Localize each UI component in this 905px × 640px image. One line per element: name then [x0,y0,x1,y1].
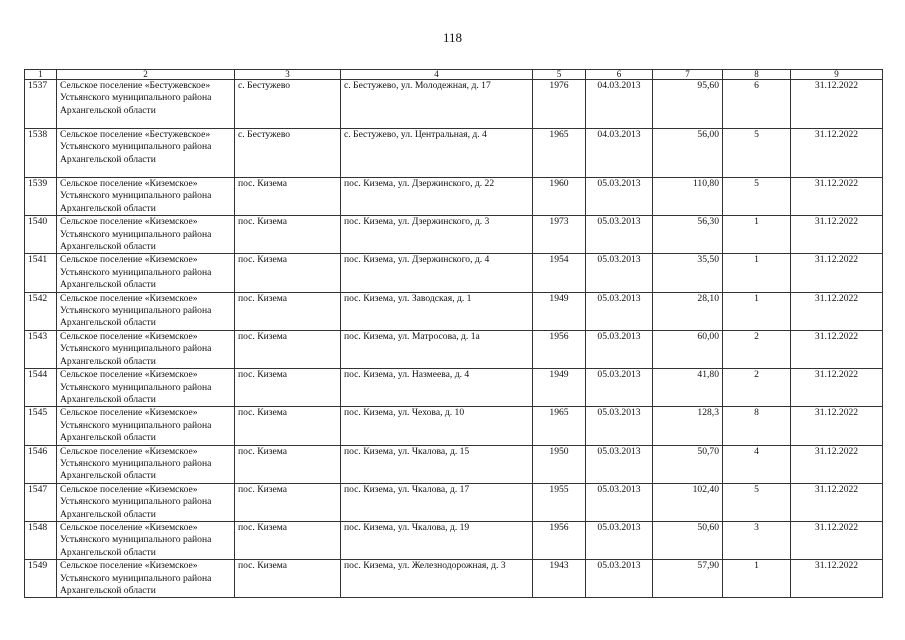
year-cell: 1954 [533,254,586,292]
area-cell: 60,00 [653,330,723,368]
date-cell: 05.03.2013 [586,407,653,445]
locality-cell: пос. Кизема [235,369,341,407]
table-row [25,369,883,407]
row-number: 1545 [25,407,57,445]
area-cell: 41,80 [653,369,723,407]
owner-cell: Сельское поселение «Киземское» Устьянского муниципального района Архангельской области [57,407,235,445]
end-date-cell: 31.12.2022 [791,369,883,407]
year-cell: 1949 [533,292,586,330]
end-date-cell: 31.12.2022 [791,483,883,521]
column-header: 5 [533,70,586,80]
row-number: 1542 [25,292,57,330]
address-cell: пос. Кизема, ул. Чехова, д. 10 [341,407,533,445]
owner-cell: Сельское поселение «Киземское» Устьянского муниципального района Архангельской области [57,560,235,598]
address-cell: пос. Кизема, ул. Дзержинского, д. 3 [341,216,533,254]
column-header: 9 [791,70,883,80]
table-row [25,254,883,292]
row-number: 1544 [25,369,57,407]
column-number-row [25,70,883,80]
column-header: 3 [235,70,341,80]
row-number: 1549 [25,560,57,598]
row-number: 1541 [25,254,57,292]
count-cell: 5 [723,129,791,178]
locality-cell: пос. Кизема [235,521,341,559]
row-number: 1540 [25,216,57,254]
area-cell: 35,50 [653,254,723,292]
owner-cell: Сельское поселение «Киземское» Устьянского муниципального района Архангельской области [57,483,235,521]
table-row [25,129,883,178]
end-date-cell: 31.12.2022 [791,445,883,483]
locality-cell: пос. Кизема [235,216,341,254]
date-cell: 05.03.2013 [586,483,653,521]
area-cell: 128,3 [653,407,723,445]
date-cell: 05.03.2013 [586,216,653,254]
count-cell: 2 [723,369,791,407]
address-cell: пос. Кизема, ул. Чкалова, д. 15 [341,445,533,483]
locality-cell: пос. Кизема [235,292,341,330]
address-cell: пос. Кизема, ул. Железнодорожная, д. 3 [341,560,533,598]
count-cell: 5 [723,178,791,216]
count-cell: 1 [723,292,791,330]
row-number: 1548 [25,521,57,559]
owner-cell: Сельское поселение «Киземское» Устьянского муниципального района Архангельской области [57,292,235,330]
owner-cell: Сельское поселение «Киземское» Устьянского муниципального района Архангельской области [57,369,235,407]
area-cell: 50,60 [653,521,723,559]
end-date-cell: 31.12.2022 [791,254,883,292]
address-cell: с. Бестужево, ул. Центральная, д. 4 [341,129,533,178]
year-cell: 1955 [533,483,586,521]
date-cell: 05.03.2013 [586,445,653,483]
row-number: 1546 [25,445,57,483]
address-cell: пос. Кизема, ул. Дзержинского, д. 4 [341,254,533,292]
end-date-cell: 31.12.2022 [791,330,883,368]
count-cell: 2 [723,330,791,368]
row-number: 1537 [25,80,57,129]
year-cell: 1943 [533,560,586,598]
housing-registry-table [24,69,883,598]
year-cell: 1950 [533,445,586,483]
count-cell: 8 [723,407,791,445]
owner-cell: Сельское поселение «Киземское» Устьянского муниципального района Архангельской области [57,254,235,292]
address-cell: пос. Кизема, ул. Чкалова, д. 19 [341,521,533,559]
end-date-cell: 31.12.2022 [791,216,883,254]
address-cell: пос. Кизема, ул. Матросова, д. 1а [341,330,533,368]
date-cell: 05.03.2013 [586,330,653,368]
year-cell: 1949 [533,369,586,407]
row-number: 1543 [25,330,57,368]
count-cell: 6 [723,80,791,129]
owner-cell: Сельское поселение «Бестужевское» Устьянского муниципального района Архангельской области [57,80,235,129]
column-header: 8 [723,70,791,80]
locality-cell: с. Бестужево [235,129,341,178]
year-cell: 1976 [533,80,586,129]
area-cell: 28,10 [653,292,723,330]
end-date-cell: 31.12.2022 [791,560,883,598]
year-cell: 1956 [533,521,586,559]
end-date-cell: 31.12.2022 [791,80,883,129]
count-cell: 1 [723,560,791,598]
column-header: 1 [25,70,57,80]
table-row [25,292,883,330]
row-number: 1547 [25,483,57,521]
count-cell: 1 [723,254,791,292]
area-cell: 110,80 [653,178,723,216]
end-date-cell: 31.12.2022 [791,292,883,330]
column-header: 6 [586,70,653,80]
date-cell: 05.03.2013 [586,560,653,598]
table-row [25,330,883,368]
area-cell: 95,60 [653,80,723,129]
area-cell: 56,30 [653,216,723,254]
locality-cell: пос. Кизема [235,254,341,292]
row-number: 1538 [25,129,57,178]
column-header: 2 [57,70,235,80]
address-cell: пос. Кизема, ул. Заводская, д. 1 [341,292,533,330]
owner-cell: Сельское поселение «Киземское» Устьянского муниципального района Архангельской области [57,521,235,559]
end-date-cell: 31.12.2022 [791,407,883,445]
address-cell: пос. Кизема, ул. Дзержинского, д. 22 [341,178,533,216]
date-cell: 05.03.2013 [586,521,653,559]
date-cell: 05.03.2013 [586,178,653,216]
locality-cell: пос. Кизема [235,445,341,483]
locality-cell: пос. Кизема [235,407,341,445]
column-header: 7 [653,70,723,80]
column-header: 4 [341,70,533,80]
address-cell: пос. Кизема, ул. Назмеева, д. 4 [341,369,533,407]
year-cell: 1956 [533,330,586,368]
end-date-cell: 31.12.2022 [791,521,883,559]
date-cell: 04.03.2013 [586,129,653,178]
area-cell: 56,00 [653,129,723,178]
table-row [25,483,883,521]
table-row [25,216,883,254]
end-date-cell: 31.12.2022 [791,178,883,216]
area-cell: 50,70 [653,445,723,483]
locality-cell: пос. Кизема [235,560,341,598]
year-cell: 1960 [533,178,586,216]
table-row [25,445,883,483]
table-row [25,521,883,559]
locality-cell: пос. Кизема [235,483,341,521]
end-date-cell: 31.12.2022 [791,129,883,178]
year-cell: 1973 [533,216,586,254]
owner-cell: Сельское поселение «Киземское» Устьянского муниципального района Архангельской области [57,330,235,368]
year-cell: 1965 [533,407,586,445]
count-cell: 5 [723,483,791,521]
date-cell: 04.03.2013 [586,80,653,129]
locality-cell: с. Бестужево [235,80,341,129]
date-cell: 05.03.2013 [586,254,653,292]
address-cell: пос. Кизема, ул. Чкалова, д. 17 [341,483,533,521]
table-row [25,80,883,129]
count-cell: 3 [723,521,791,559]
date-cell: 05.03.2013 [586,369,653,407]
owner-cell: Сельское поселение «Киземское» Устьянского муниципального района Архангельской области [57,445,235,483]
owner-cell: Сельское поселение «Бестужевское» Устьянского муниципального района Архангельской области [57,129,235,178]
date-cell: 05.03.2013 [586,292,653,330]
locality-cell: пос. Кизема [235,330,341,368]
page-number: 118 [442,30,463,45]
table-row [25,178,883,216]
owner-cell: Сельское поселение «Киземское» Устьянского муниципального района Архангельской области [57,178,235,216]
table-row [25,560,883,598]
count-cell: 1 [723,216,791,254]
area-cell: 57,90 [653,560,723,598]
row-number: 1539 [25,178,57,216]
count-cell: 4 [723,445,791,483]
locality-cell: пос. Кизема [235,178,341,216]
year-cell: 1965 [533,129,586,178]
area-cell: 102,40 [653,483,723,521]
owner-cell: Сельское поселение «Киземское» Устьянского муниципального района Архангельской области [57,216,235,254]
table-row [25,407,883,445]
address-cell: с. Бестужево, ул. Молодежная, д. 17 [341,80,533,129]
